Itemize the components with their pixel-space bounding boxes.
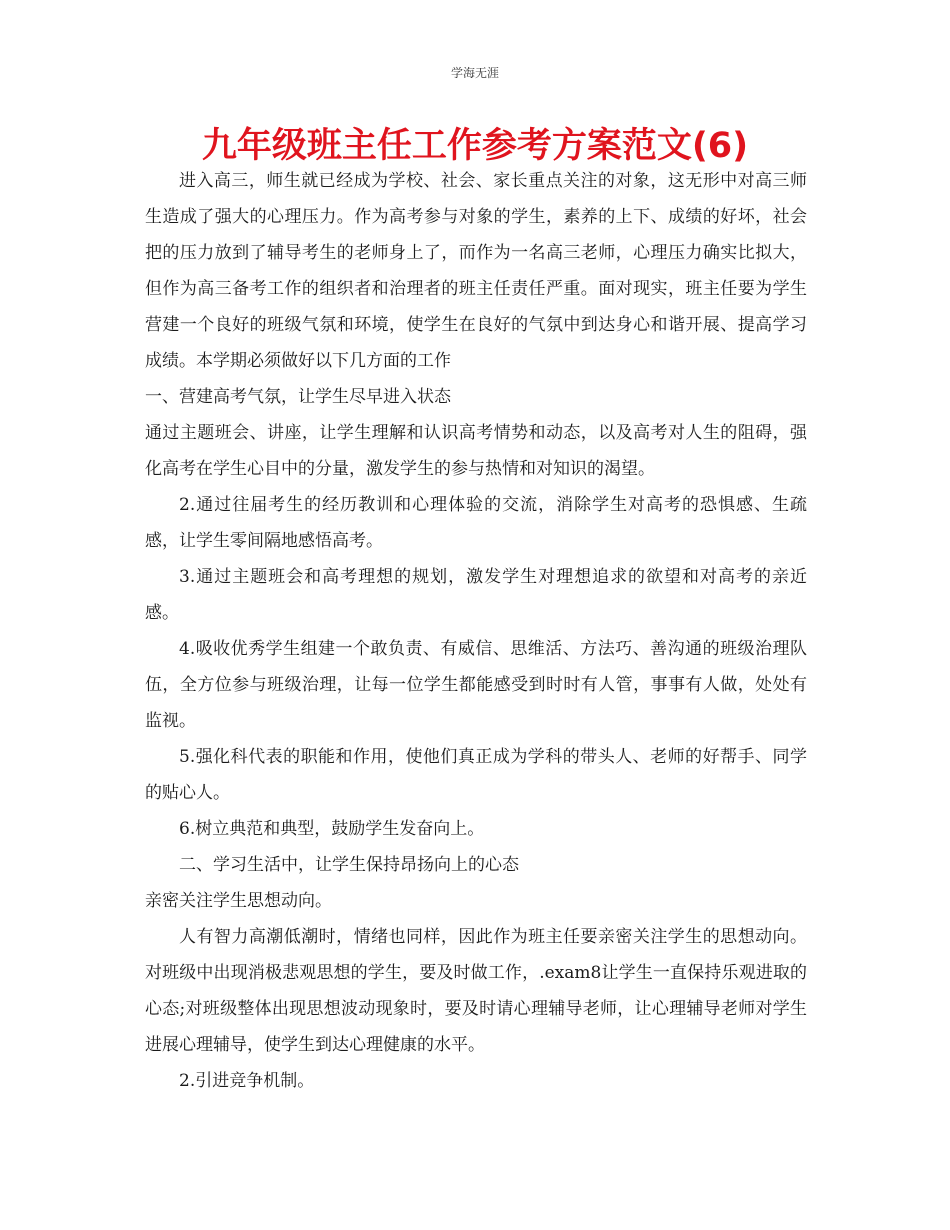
document-title: 九年级班主任工作参考方案范文(6) [201, 126, 749, 166]
list-item: 2.通过往届考生的经历教训和心理体验的交流，消除学生对高考的恐惧感、生疏感，让学生零间隔地感悟高考。 [145, 495, 807, 551]
document-body [145, 163, 807, 1099]
section-heading: 一、营建高考气氛，让学生尽早进入状态 [145, 387, 451, 407]
paragraph: 进入高三，师生就已经成为学校、社会、家长重点关注的对象，这无形中对高三师生造成了强大的心理压力。作为高考参与对象的学生，素养的上下、成绩的好坏，社会把的压力放到了辅导考生的老师身上了，而作为一名高三老师，心理压力确实比拟大，但作为高三备考工作的组织者和治理者的班主任责任严重。面对现实，班主任要为学生营建一个良好的班级气氛和环境，使学生在良好的气氛中到达身心和谐开展、提高学习成绩。本学期必须做好以下几方面的工作 [145, 171, 807, 371]
paragraph: 通过主题班会、讲座，让学生理解和认识高考情势和动态，以及高考对人生的阻碍，强化高考在学生心目中的分量，激发学生的参与热情和对知识的渴望。 [145, 423, 807, 479]
list-item: 2.引进竞争机制。 [179, 1071, 315, 1091]
page-header: 学海无涯 [450, 66, 499, 80]
list-item: 5.强化科代表的职能和作用，使他们真正成为学科的带头人、老师的好帮手、同学的贴心人。 [145, 747, 807, 803]
list-item: 4.吸收优秀学生组建一个敢负责、有威信、思维活、方法巧、善沟通的班级治理队伍，全方位参与班级治理，让每一位学生都能感受到时时有人管，事事有人做，处处有监视。 [145, 639, 807, 731]
list-item: 3.通过主题班会和高考理想的规划，激发学生对理想追求的欲望和对高考的亲近感。 [145, 567, 807, 623]
paragraph: 亲密关注学生思想动向。 [145, 891, 332, 911]
section-heading: 二、学习生活中，让学生保持昂扬向上的心态 [179, 855, 519, 875]
list-item: 6.树立典范和典型，鼓励学生发奋向上。 [179, 819, 485, 839]
paragraph: 人有智力高潮低潮时，情绪也同样，因此作为班主任要亲密关注学生的思想动向。对班级中出现消极悲观思想的学生，要及时做工作，.exam8让学生一直保持乐观进取的心态;对班级整体出现思想波动现象时，要及时请心理辅导老师，让心理辅导老师对学生进展心理辅导，使学生到达心理健康的水平。 [145, 927, 807, 1055]
